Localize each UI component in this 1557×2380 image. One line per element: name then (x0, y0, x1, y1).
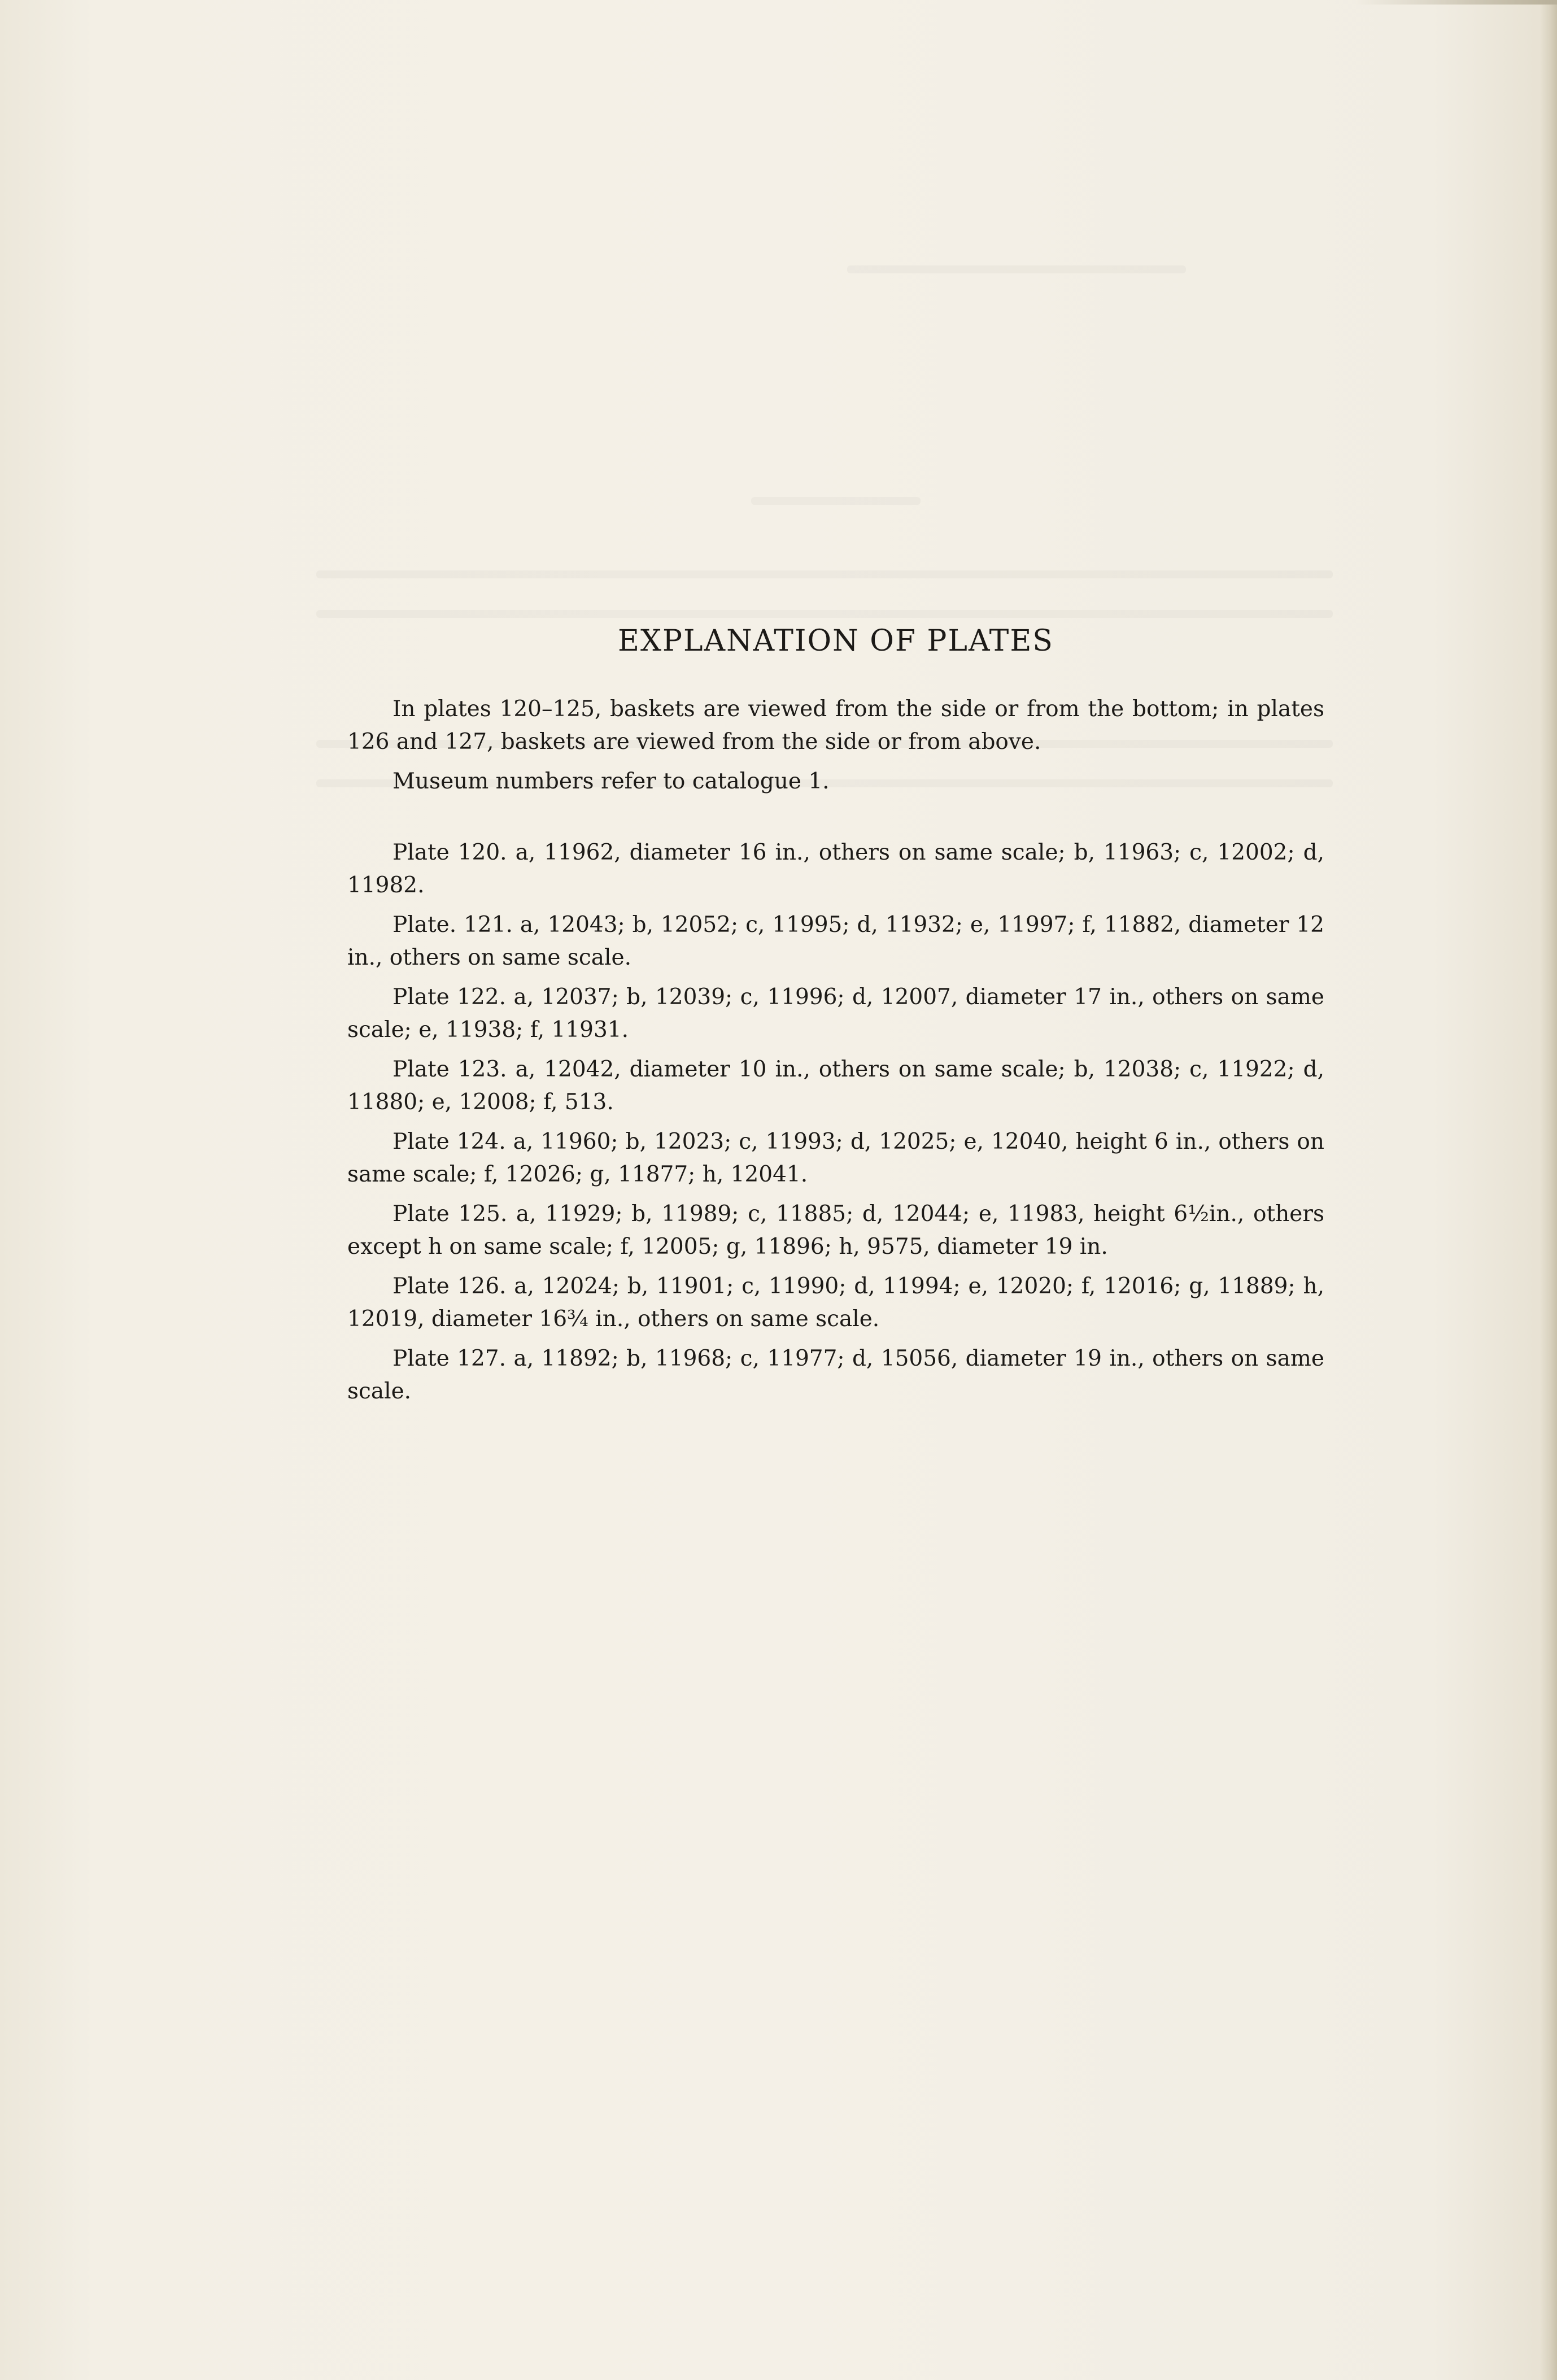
plate-entry-125: Plate 125. a, 11929; b, 11989; c, 11885; d, 12044; e, 11983, height 6½in., others except h on same scale; f, 12005; g, 11896; h, 9575, diameter 19 in. (347, 1201, 1324, 1259)
page-top-edge (1355, 0, 1557, 5)
intro-paragraph: Museum numbers refer to catalogue 1. (392, 769, 830, 794)
plate-entry-126: Plate 126. a, 12024; b, 11901; c, 11990; d, 11994; e, 12020; f, 12016; g, 11889; h, 12019, diameter 16¾ in., others on same scale. (347, 1274, 1324, 1332)
plate-entry-121: Plate. 121. a, 12043; b, 12052; c, 11995; d, 11932; e, 11997; f, 11882, diameter 12 in., others on same scale. (347, 912, 1324, 970)
intro-section (347, 693, 1324, 798)
document-body (347, 624, 1324, 1415)
page-edge-shadow (1540, 0, 1557, 2380)
intro-paragraph: In plates 120–125, baskets are viewed from the side or from the bottom; in plates 126 and 127, baskets are viewed from the side or from above. (347, 696, 1324, 755)
bleed-through-line (316, 570, 1333, 578)
plate-entry-123: Plate 123. a, 12042, diameter 10 in., others on same scale; b, 12038; c, 11922; d, 11880; e, 12008; f, 513. (347, 1057, 1324, 1115)
bleed-through-line (751, 497, 921, 505)
page-title: EXPLANATION OF PLATES (618, 624, 1054, 658)
plate-entry-124: Plate 124. a, 11960; b, 12023; c, 11993; d, 12025; e, 12040, height 6 in., others on same scale; f, 12026; g, 11877; h, 12041. (347, 1129, 1324, 1187)
plate-entry-127: Plate 127. a, 11892; b, 11968; c, 11977; d, 15056, diameter 19 in., others on same scale. (347, 1346, 1324, 1404)
bleed-through-line (316, 610, 1333, 618)
plate-list (347, 836, 1324, 1408)
plate-entry-122: Plate 122. a, 12037; b, 12039; c, 11996; d, 12007, diameter 17 in., others on same scale; e, 11938; f, 11931. (347, 984, 1324, 1043)
plate-entry-120: Plate 120. a, 11962, diameter 16 in., others on same scale; b, 11963; c, 12002; d, 11982. (347, 840, 1324, 898)
bleed-through-line (847, 265, 1186, 273)
